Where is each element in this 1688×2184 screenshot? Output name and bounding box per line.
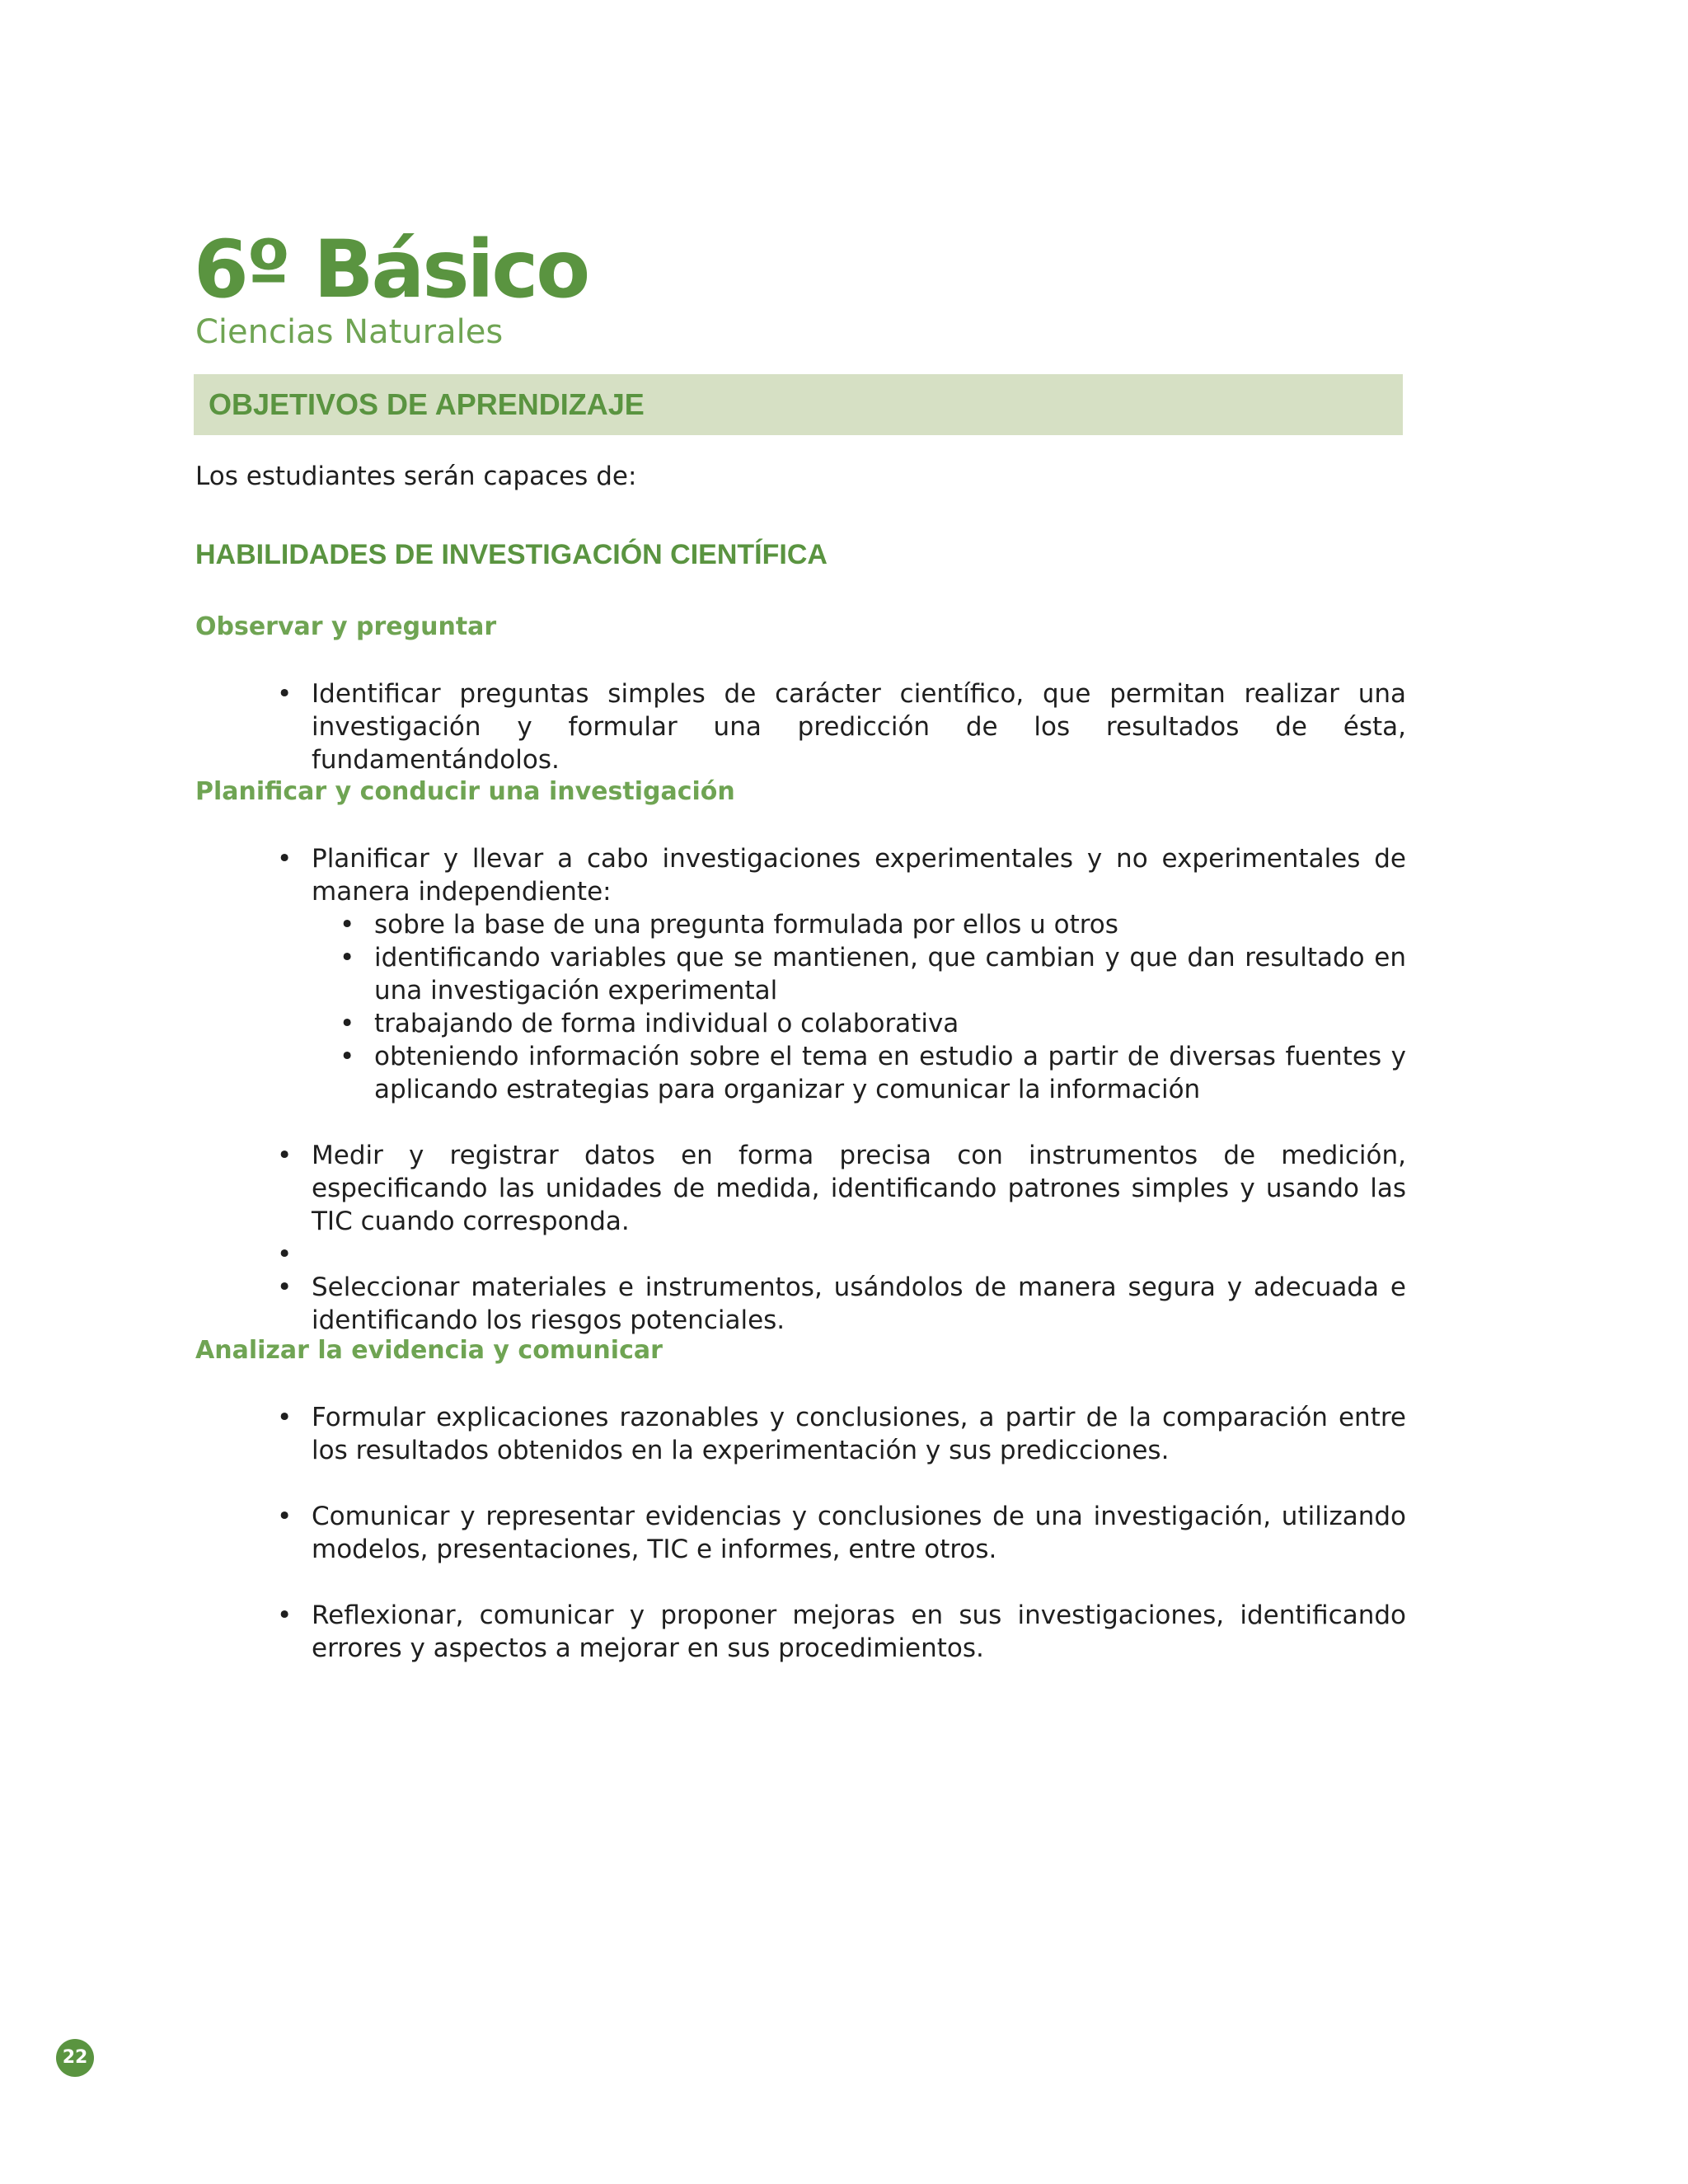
bullet-icon: • — [277, 1502, 293, 1531]
subheading-observar: Observar y preguntar — [195, 612, 497, 641]
list-item — [277, 1599, 1406, 1665]
list-item — [277, 1139, 1406, 1238]
list-item — [277, 1401, 1406, 1467]
list-item — [277, 1271, 1406, 1337]
sub-list-item-text: sobre la base de una pregunta formulada por ellos u otros — [374, 910, 1118, 940]
list-analizar — [277, 1401, 1406, 1665]
bullet-icon: • — [340, 1042, 355, 1071]
list-item-text: Planificar y llevar a cabo investigaciones experimentales y no experimentales de manera independiente: — [312, 844, 1406, 907]
sub-list — [277, 908, 1406, 1106]
sub-list-item-text: obteniendo información sobre el tema en estudio a partir de diversas fuentes y aplicando estrategias para organizar y comunicar la información — [374, 1042, 1406, 1104]
list-observar — [277, 677, 1406, 776]
list-item-text: Identificar preguntas simples de carácter científico, que permitan realizar una investigación y formular una predicción de los resultados de ésta, fundamentándolos. — [312, 679, 1406, 775]
list-item-text: Seleccionar materiales e instrumentos, usándolos de manera segura y adecuada e identificando los riesgos potenciales. — [312, 1272, 1406, 1335]
skills-heading: HABILIDADES DE INVESTIGACIÓN CIENTÍFICA — [195, 539, 828, 570]
list-item-text: Medir y registrar datos en forma precisa con instrumentos de medición, especificando las unidades de medida, identificando patrones simples y usando las TIC cuando corresponda. — [312, 1141, 1406, 1236]
list-item-text: Reflexionar, comunicar y proponer mejoras en sus investigaciones, identificando errores y aspectos a mejorar en sus procedimientos. — [312, 1601, 1406, 1663]
bullet-icon: • — [340, 910, 355, 940]
sub-list-item — [277, 908, 1406, 941]
sub-list-item-text: identificando variables que se mantienen, que cambian y que dan resultado en una investigación experimental — [374, 943, 1406, 1005]
list-item-text: Comunicar y representar evidencias y conclusiones de una investigación, utilizando modelos, presentaciones, TIC e informes, entre otros. — [312, 1502, 1406, 1564]
section-title-bar — [194, 374, 1403, 435]
spacer — [277, 1106, 1406, 1139]
list-planificar — [277, 842, 1406, 1337]
bullet-icon: • — [277, 679, 293, 709]
section-title: OBJETIVOS DE APRENDIZAJE — [209, 387, 645, 421]
bullet-icon: • — [277, 1403, 293, 1432]
bullet-icon: • — [277, 844, 293, 874]
subheading-planificar: Planificar y conducir una investigación — [195, 777, 735, 806]
spacer — [277, 1566, 1406, 1599]
subheading-analizar: Analizar la evidencia y comunicar — [195, 1336, 663, 1365]
sub-list-item-text: trabajando de forma individual o colaborativa — [374, 1009, 959, 1038]
sub-list-item — [277, 941, 1406, 1007]
bullet-icon: • — [277, 1141, 293, 1170]
list-item — [277, 842, 1406, 908]
bullet-icon: • — [277, 1601, 293, 1630]
bullet-icon: • — [277, 1272, 293, 1302]
bullet-icon: • — [340, 943, 355, 972]
page-title: 6º Básico — [194, 223, 588, 316]
page-number-badge: 22 — [56, 2039, 94, 2077]
page-subtitle: Ciencias Naturales — [195, 313, 504, 351]
empty-list-item — [277, 1238, 1406, 1271]
spacer — [277, 1467, 1406, 1500]
list-item — [277, 1500, 1406, 1566]
sub-list-item — [277, 1040, 1406, 1106]
bullet-icon: • — [277, 1240, 293, 1269]
sub-list-item — [277, 1007, 1406, 1040]
intro-text: Los estudiantes serán capaces de: — [195, 462, 637, 491]
bullet-icon: • — [340, 1009, 355, 1038]
list-item — [277, 677, 1406, 776]
list-item-text: Formular explicaciones razonables y conclusiones, a partir de la comparación entre los resultados obtenidos en la experimentación y sus predicciones. — [312, 1403, 1406, 1465]
